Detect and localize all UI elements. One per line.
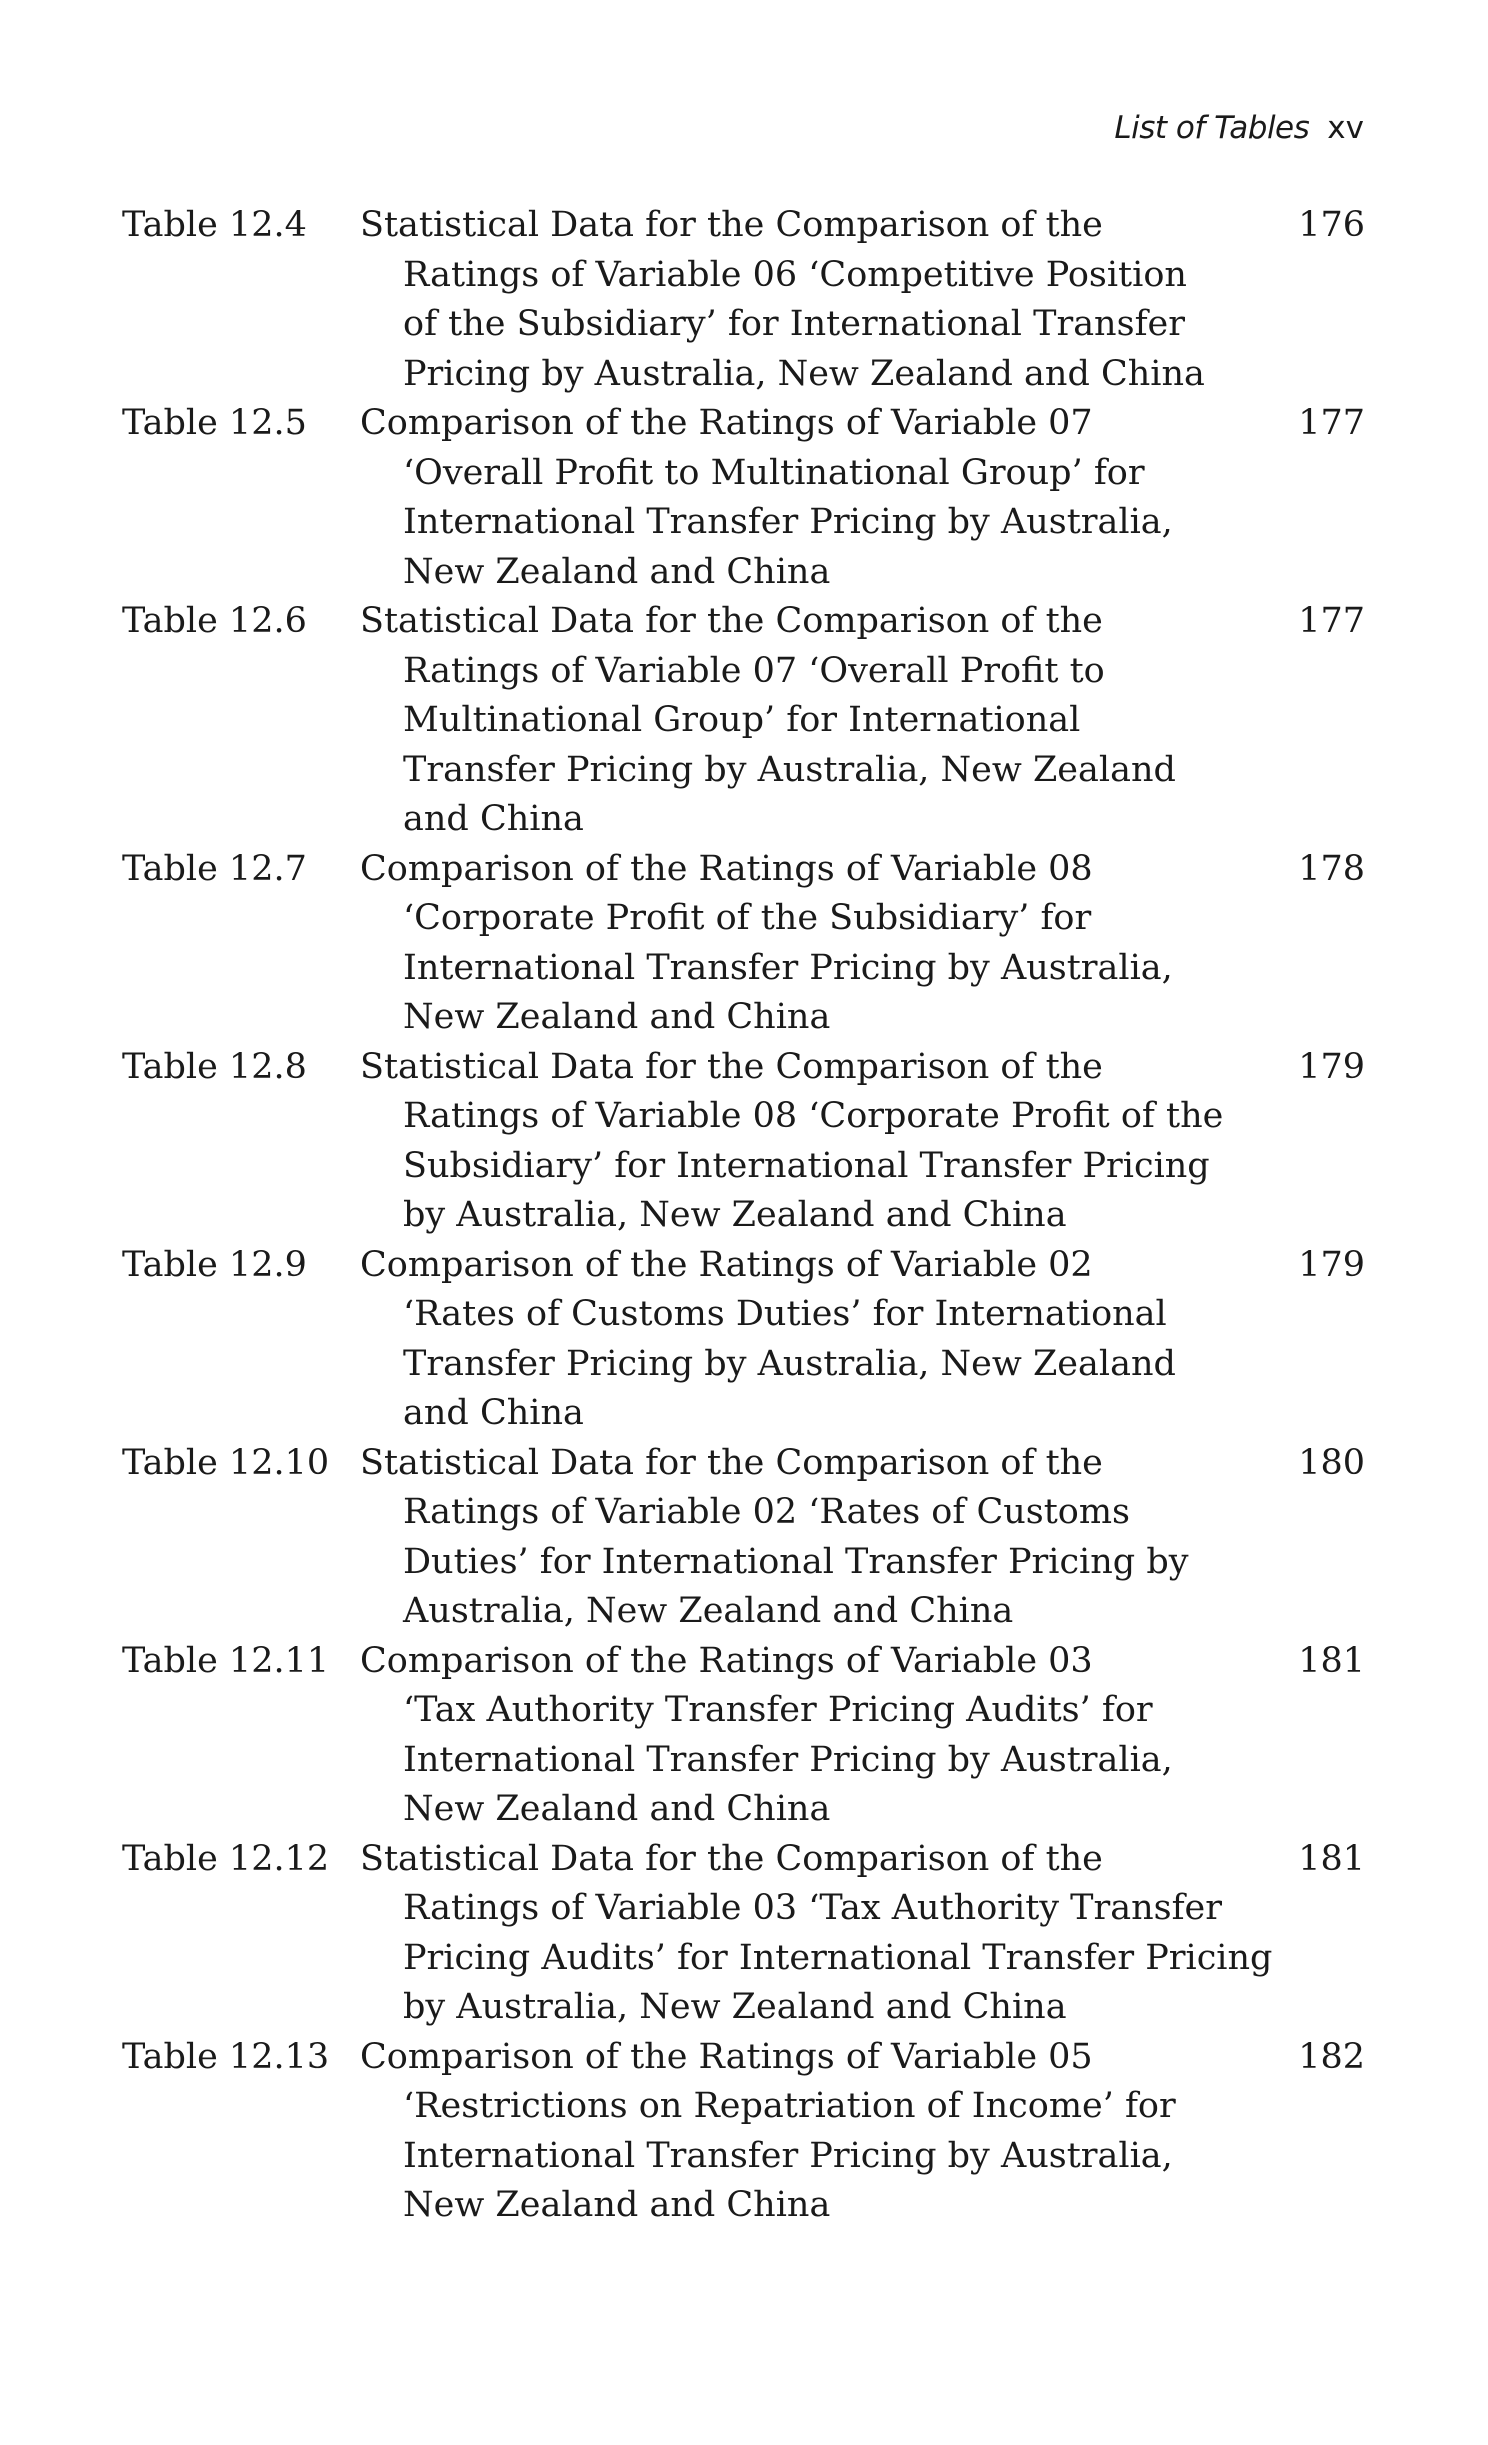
toc-entry	[122, 201, 1365, 399]
caption-line: Pricing by Australia, New Zealand and China	[403, 353, 1205, 394]
caption-line: Statistical Data for the Comparison of the	[360, 601, 1103, 641]
caption-line: Comparison of the Ratings of Variable 03	[360, 1640, 1093, 1681]
caption-line: Statistical Data for the Comparison of the	[360, 1838, 1103, 1879]
page-number: 181	[1298, 1838, 1365, 1879]
table-caption	[360, 1241, 1260, 1439]
table-caption	[360, 1043, 1260, 1241]
table-caption	[360, 2033, 1260, 2231]
caption-line: Comparison of the Ratings of Variable 08	[360, 848, 1093, 889]
caption-line: ‘Corporate Profit of the Subsidiary’ for	[403, 898, 1092, 938]
page-number: 181	[1298, 1640, 1365, 1681]
table-number: Table 12.11	[122, 1640, 330, 1681]
caption-line: Statistical Data for the Comparison of the	[360, 1046, 1103, 1087]
caption-line: New Zealand and China	[403, 551, 831, 592]
page-number: 177	[1298, 601, 1365, 641]
caption-line: Statistical Data for the Comparison of the	[360, 205, 1103, 245]
caption-line: New Zealand and China	[403, 2185, 831, 2225]
caption-line: Statistical Data for the Comparison of the	[360, 1442, 1103, 1483]
caption-line: Ratings of Variable 08 ‘Corporate Profit of the	[403, 1096, 1224, 1136]
running-header	[1114, 108, 1364, 148]
page-folio: xv	[1327, 110, 1364, 146]
caption-line: Ratings of Variable 07 ‘Overall Profit to	[403, 650, 1105, 691]
page-number: 182	[1298, 2036, 1365, 2077]
toc-entry	[122, 1835, 1365, 2033]
list-of-tables	[122, 201, 1365, 2231]
page-number: 177	[1298, 403, 1365, 443]
toc-entry	[122, 2033, 1365, 2231]
caption-line: of the Subsidiary’ for International Transfer	[403, 304, 1185, 344]
toc-entry	[122, 1043, 1365, 1241]
caption-line: International Transfer Pricing by Australia,	[403, 502, 1173, 542]
table-number: Table 12.7	[122, 848, 307, 889]
caption-line: Pricing Audits’ for International Transfer Pricing	[403, 1937, 1273, 1978]
caption-line: International Transfer Pricing by Australia,	[403, 1739, 1173, 1780]
caption-line: Ratings of Variable 03 ‘Tax Authority Transfer	[403, 1888, 1222, 1928]
caption-line: New Zealand and China	[403, 1789, 831, 1829]
page-number: 176	[1298, 205, 1365, 245]
caption-line: and China	[403, 799, 584, 839]
caption-line: by Australia, New Zealand and China	[403, 1987, 1067, 2027]
table-number: Table 12.10	[122, 1442, 330, 1483]
caption-line: Comparison of the Ratings of Variable 05	[360, 2036, 1093, 2077]
toc-entry	[122, 1439, 1365, 1637]
caption-line: ‘Tax Authority Transfer Pricing Audits’ for	[403, 1690, 1153, 1730]
table-caption	[360, 399, 1260, 597]
caption-line: ‘Overall Profit to Multinational Group’ for	[403, 452, 1145, 493]
table-number: Table 12.6	[122, 601, 307, 641]
table-caption	[360, 1637, 1260, 1835]
table-caption	[360, 845, 1260, 1043]
page-number: 180	[1298, 1442, 1365, 1483]
caption-line: International Transfer Pricing by Australia,	[403, 2135, 1173, 2176]
caption-line: Comparison of the Ratings of Variable 02	[360, 1244, 1093, 1285]
caption-line: by Australia, New Zealand and China	[403, 1195, 1067, 1235]
caption-line: Comparison of the Ratings of Variable 07	[360, 403, 1093, 443]
table-number: Table 12.9	[122, 1244, 307, 1285]
caption-line: ‘Restrictions on Repatriation of Income’ for	[403, 2086, 1176, 2126]
caption-line: and China	[403, 1393, 584, 1433]
running-header-title: List of Tables	[1114, 110, 1310, 146]
caption-line: Ratings of Variable 06 ‘Competitive Position	[403, 254, 1187, 295]
caption-line: Transfer Pricing by Australia, New Zealand	[403, 749, 1176, 790]
table-caption	[360, 201, 1260, 399]
caption-line: New Zealand and China	[403, 997, 831, 1037]
caption-line: International Transfer Pricing by Australia,	[403, 947, 1173, 988]
caption-line: Multinational Group’ for International	[403, 700, 1081, 740]
table-number: Table 12.4	[122, 205, 307, 245]
toc-entry	[122, 597, 1365, 845]
toc-entry	[122, 845, 1365, 1043]
toc-entry	[122, 1241, 1365, 1439]
toc-entry	[122, 399, 1365, 597]
caption-line: Australia, New Zealand and China	[403, 1591, 1014, 1631]
table-number: Table 12.12	[122, 1838, 330, 1879]
table-number: Table 12.13	[122, 2036, 330, 2077]
table-number: Table 12.5	[122, 403, 307, 443]
page-number: 179	[1298, 1046, 1365, 1087]
page-number: 179	[1298, 1244, 1365, 1285]
table-number: Table 12.8	[122, 1046, 307, 1087]
table-caption	[360, 597, 1260, 845]
toc-entry	[122, 1637, 1365, 1835]
caption-line: Transfer Pricing by Australia, New Zealand	[403, 1343, 1176, 1384]
caption-line: Duties’ for International Transfer Pricing by	[403, 1541, 1189, 1582]
caption-line: Subsidiary’ for International Transfer Pricing	[403, 1145, 1210, 1186]
caption-line: ‘Rates of Customs Duties’ for International	[403, 1294, 1167, 1334]
table-caption	[360, 1439, 1260, 1637]
page-number: 178	[1298, 848, 1365, 889]
table-caption	[360, 1835, 1273, 2033]
caption-line: Ratings of Variable 02 ‘Rates of Customs	[403, 1492, 1131, 1532]
